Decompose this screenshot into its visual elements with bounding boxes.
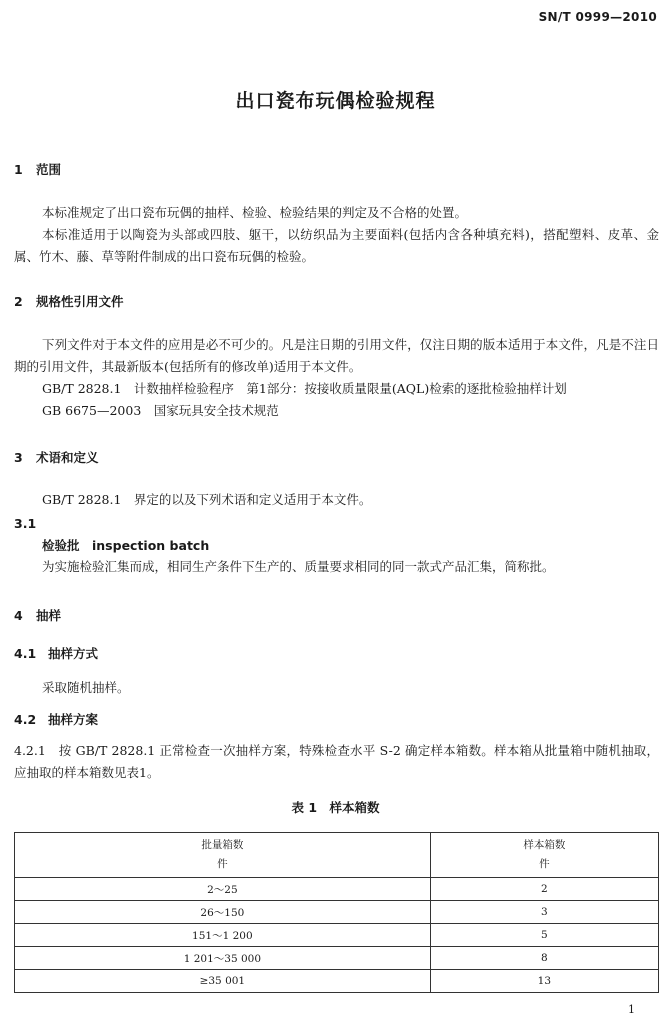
table-row — [15, 970, 659, 993]
section-title: 抽样 — [36, 608, 62, 623]
lot-size-cell: 26～150 — [15, 901, 431, 924]
sample-size-cell: 8 — [430, 947, 658, 970]
section-number: 3 — [14, 450, 23, 465]
section-number: 4.1 — [14, 646, 37, 661]
section-1-heading — [14, 160, 61, 178]
section-number: 1 — [14, 162, 23, 177]
section-2-heading — [14, 292, 124, 310]
column-header-lot-boxes — [15, 833, 431, 878]
section-title: 抽样方案 — [48, 712, 99, 727]
sample-size-cell: 13 — [430, 970, 658, 993]
table-caption: 表 1 样本箱数 — [291, 800, 380, 815]
section-title: 术语和定义 — [36, 450, 99, 465]
normative-reference: GB 6675—2003 国家玩具安全技术规范 — [42, 403, 279, 418]
section-number: 2 — [14, 294, 23, 309]
subsection-3-1-number: 3.1 — [14, 516, 37, 531]
header-label: 批量箱数 — [201, 839, 244, 851]
section-number: 4.2 — [14, 712, 37, 727]
paragraph-4-2-1: 4.2.1 按 GB/T 2828.1 正常检查一次抽样方案，特殊检查水平 S-2 确定样本箱数。样本箱从批量箱中随机抽取，应抽取的样本箱数见表1。 — [14, 743, 659, 780]
lot-size-cell: 2～25 — [15, 878, 431, 901]
paragraph: GB/T 2828.1 界定的以及下列术语和定义适用于本文件。 — [42, 492, 372, 507]
normative-reference: GB/T 2828.1 计数抽样检验程序 第1部分：按接收质量限量(AQL)检索的逐批检验抽样计划 — [42, 381, 567, 396]
subsection-4-2-heading — [14, 710, 98, 728]
section-title: 范围 — [36, 162, 62, 177]
table-row — [15, 947, 659, 970]
header-label: 样本箱数 — [523, 839, 566, 851]
term-definition: 为实施检验汇集而成，相同生产条件下生产的、质量要求相同的同一款式产品汇集，简称批。 — [42, 559, 555, 574]
document-title: 出口瓷布玩偶检验规程 — [235, 90, 436, 112]
table-row — [15, 901, 659, 924]
sample-size-cell: 3 — [430, 901, 658, 924]
table-row — [15, 878, 659, 901]
table-header-row — [15, 833, 659, 878]
section-4-heading — [14, 606, 61, 624]
column-header-sample-boxes — [430, 833, 658, 878]
section-title: 规格性引用文件 — [36, 294, 124, 309]
paragraph: 采取随机抽样。 — [42, 680, 130, 695]
header-unit: 件 — [217, 858, 228, 870]
lot-size-cell: 151～1 200 — [15, 924, 431, 947]
page-number: 1 — [628, 1003, 635, 1016]
section-number: 4 — [14, 608, 23, 623]
paragraph: 下列文件对于本文件的应用是必不可少的。凡是注日期的引用文件，仅注日期的版本适用于本文件，凡是不注日期的引用文件，其最新版本(包括所有的修改单)适用于本文件。 — [14, 337, 659, 374]
section-3-heading — [14, 448, 99, 466]
paragraph: 本标准适用于以陶瓷为头部或四肢、躯干，以纺织品为主要面料(包括内含各种填充料)，搭配塑料、皮革、金属、竹木、藤、草等附件制成的出口瓷布玩偶的检验。 — [14, 227, 659, 264]
standard-code: SN/T 0999—2010 — [538, 10, 657, 24]
paragraph: 本标准规定了出口瓷布玩偶的抽样、检验、检验结果的判定及不合格的处置。 — [42, 205, 468, 220]
table-row — [15, 924, 659, 947]
lot-size-cell: ≥35 001 — [15, 970, 431, 993]
sample-size-cell: 5 — [430, 924, 658, 947]
sample-size-cell: 2 — [430, 878, 658, 901]
term-entry: 检验批 inspection batch — [42, 538, 210, 553]
sample-box-table — [14, 832, 659, 993]
subsection-4-1-heading — [14, 644, 98, 662]
header-unit: 件 — [539, 858, 550, 870]
lot-size-cell: 1 201～35 000 — [15, 947, 431, 970]
section-title: 抽样方式 — [48, 646, 99, 661]
